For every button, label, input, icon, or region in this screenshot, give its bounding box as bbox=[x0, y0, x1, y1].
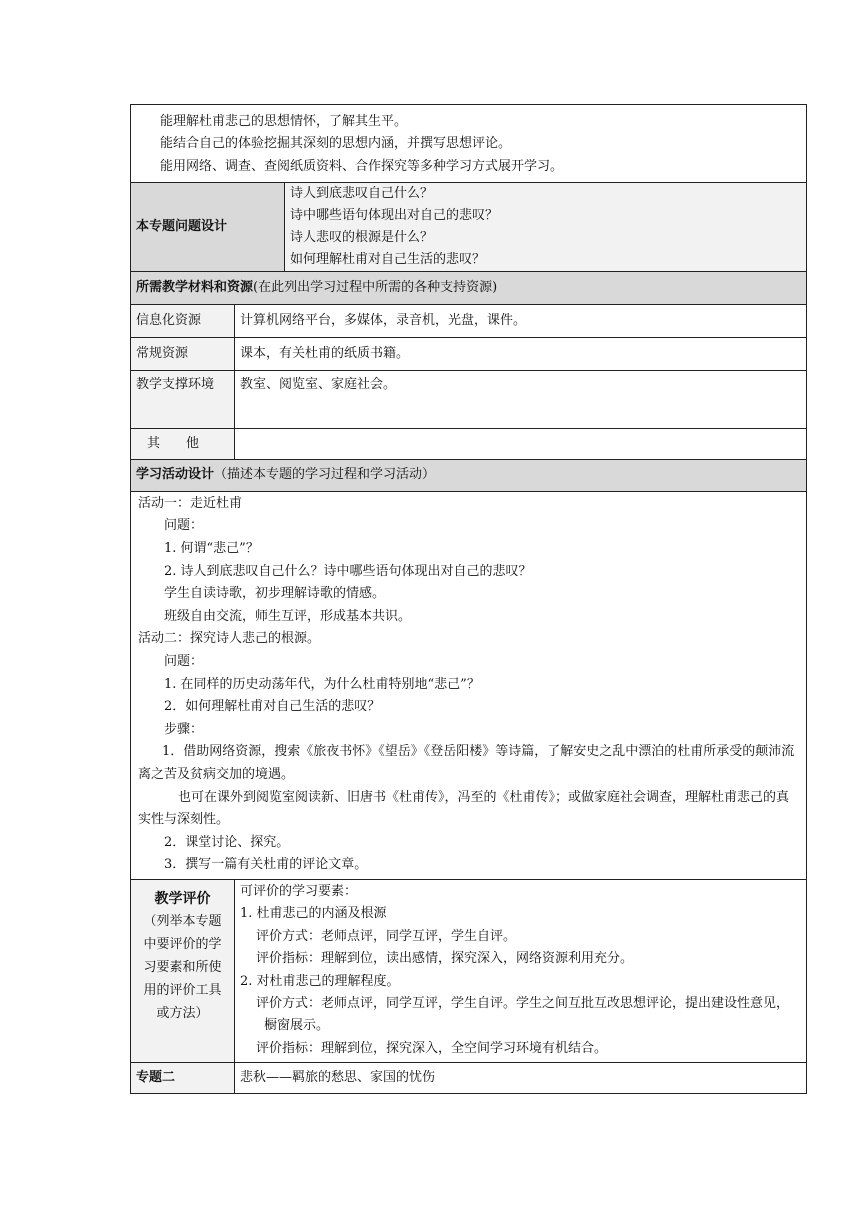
materials-row-regular bbox=[131, 337, 807, 370]
activity-2-steps-label: 步骤： bbox=[164, 721, 204, 737]
evaluation-item-2-method: 评价方式：老师点评，同学互评，学生自评。学生之间互批互改思想评论，提出建设性意见，橱窗展示。 bbox=[256, 996, 790, 1034]
evaluation-row bbox=[131, 879, 807, 1062]
evaluation-item-2-index: 评价指标：理解到位，探究深入，全空间学习环境有机结合。 bbox=[256, 1040, 608, 1056]
problem-question-2: 诗中哪些语句体现出对自己的悲叹？ bbox=[290, 207, 499, 223]
evaluation-item-1-method: 评价方式：老师点评，同学互评，学生自评。 bbox=[256, 928, 517, 944]
activity-2-question-label: 问题： bbox=[164, 654, 204, 670]
evaluation-item-2: 2. 对杜甫悲己的理解程度。 bbox=[240, 973, 400, 989]
evaluation-item-1-index: 评价指标：理解到位，读出感情，探究深入，网络资源利用充分。 bbox=[256, 951, 634, 967]
problem-question-4: 如何理解杜甫对自己生活的悲叹？ bbox=[290, 251, 486, 267]
objective-3: 能用网络、调查、查阅纸质资料、合作探究等多种学习方式展开学习。 bbox=[160, 158, 564, 174]
materials-row-other bbox=[131, 428, 807, 459]
evaluation-label-note: （列举本专题中要评价的学习要素和所使用的评价工具或方法） bbox=[143, 914, 222, 1022]
materials-heading: 所需教学材料和资源 bbox=[136, 279, 254, 295]
activity-1-title: 活动一：走近杜甫 bbox=[138, 495, 243, 511]
activity-2-step-1b: 也可在课外到阅览室阅读新、旧唐书《杜甫传》，冯至的《杜甫传》；或做家庭社会调查，理解杜甫悲己的真实性与深刻性。 bbox=[138, 789, 790, 828]
problem-question-1: 诗人到底悲叹自己什么？ bbox=[290, 185, 434, 201]
material-value-env: 教室、阅览室、家庭社会。 bbox=[235, 370, 807, 428]
materials-heading-note: (在此列出学习过程中所需的各种支持资源) bbox=[253, 279, 498, 295]
activity-1-step-1: 学生自读诗歌，初步理解诗歌的情感。 bbox=[164, 586, 386, 602]
activity-2-question-1: 1. 在同样的历史动荡年代，为什么杜甫特别地“悲己”？ bbox=[164, 676, 480, 692]
material-value-regular: 课本，有关杜甫的纸质书籍。 bbox=[235, 337, 807, 370]
activity-1-question-2: 2. 诗人到底悲叹自己什么？诗中哪些语句体现出对自己的悲叹？ bbox=[164, 563, 532, 579]
problem-design-label: 本专题问题设计 bbox=[131, 182, 285, 271]
material-label-it: 信息化资源 bbox=[131, 304, 235, 337]
materials-row-it bbox=[131, 304, 807, 337]
activities-heading-row bbox=[131, 459, 807, 491]
activity-1-question-label: 问题： bbox=[164, 518, 204, 534]
evaluation-label: 教学评价 bbox=[154, 890, 211, 907]
problem-design-row bbox=[131, 182, 807, 271]
activities-body-row bbox=[131, 491, 807, 879]
evaluation-item-1: 1. 杜甫悲己的内涵及根源 bbox=[240, 906, 387, 922]
material-label-regular: 常规资源 bbox=[131, 337, 235, 370]
material-value-it: 计算机网络平台，多媒体，录音机，光盘，课件。 bbox=[235, 304, 807, 337]
activity-2-title: 活动二：探究诗人悲己的根源。 bbox=[138, 631, 321, 647]
lesson-plan-table bbox=[130, 104, 807, 1094]
objective-2: 能结合自己的体验挖掘其深刻的思想内涵，并撰写思想评论。 bbox=[160, 136, 512, 152]
activity-2-step-1: 1．借助网络资源，搜索《旅夜书怀》《望岳》《登岳阳楼》等诗篇，了解安史之乱中漂泊的杜甫所承受的颠沛流离之苦及贫病交加的境遇。 bbox=[138, 744, 795, 783]
objective-1: 能理解杜甫悲己的思想情怀，了解其生平。 bbox=[160, 114, 408, 129]
material-label-other: 其 他 bbox=[131, 428, 235, 459]
topic2-value: 悲秋——羁旅的愁思、家国的忧伤 bbox=[235, 1062, 807, 1093]
topic2-label: 专题二 bbox=[131, 1062, 235, 1093]
activity-2-step-3: 3．撰写一篇有关杜甫的评论文章。 bbox=[164, 857, 368, 873]
activity-1-question-1: 1. 何谓“悲己”？ bbox=[164, 541, 259, 557]
objectives-row bbox=[131, 105, 807, 183]
activity-2-question-2: 2．如何理解杜甫对自己生活的悲叹？ bbox=[164, 699, 381, 715]
activity-2-step-2: 2．课堂讨论、探究。 bbox=[164, 834, 290, 850]
evaluation-intro: 可评价的学习要素： bbox=[240, 883, 358, 899]
activities-heading-note: （描述本专题的学习过程和学习活动） bbox=[214, 467, 436, 483]
materials-heading-row bbox=[131, 271, 807, 304]
material-label-env: 教学支撑环境 bbox=[131, 370, 235, 428]
topic2-row bbox=[131, 1062, 807, 1093]
materials-row-env bbox=[131, 370, 807, 428]
material-value-other bbox=[235, 428, 807, 459]
activities-heading: 学习活动设计 bbox=[136, 467, 215, 483]
activity-1-step-2: 班级自由交流，师生互评，形成基本共识。 bbox=[164, 608, 412, 624]
problem-question-3: 诗人悲叹的根源是什么？ bbox=[290, 229, 434, 245]
